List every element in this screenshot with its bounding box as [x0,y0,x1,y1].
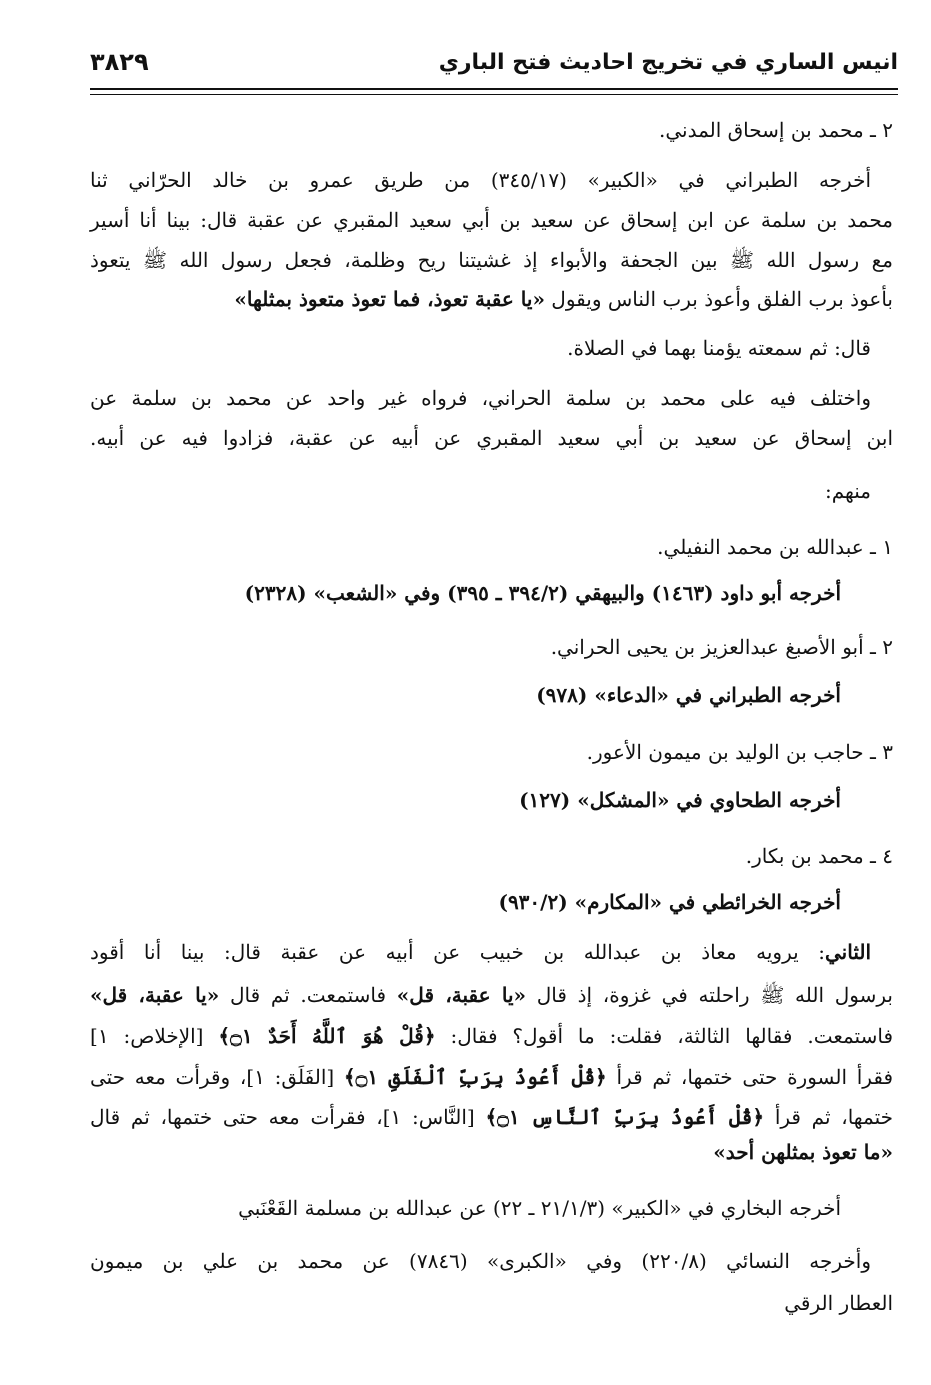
narrator-item: ٢ ـ أبو الأصبغ عبدالعزيز بن يحيى الحراني. [550,635,893,659]
hadith-quote: «يا عقبة، قل» [396,983,527,1007]
narrator-item: ١ ـ عبدالله بن محمد النفيلي. [657,535,893,559]
section-label: الثاني [824,940,871,964]
narrator-item: ٤ ـ محمد بن بكار. [745,844,893,868]
header-rule-thick [90,88,898,90]
verse-reference: [الإخلاص: ١] [90,1024,219,1048]
paragraph-line [90,1067,893,1087]
text-run: فاستمعت. فقالها الثالثة، فقلت: ما أقول؟ فقال: [435,1024,893,1048]
header-rule-thin [90,94,898,95]
paragraph-line: ابن إسحاق عن سعيد بن أبي سعيد المقبري عن أبيه عن عقبة، فزادوا فيه عن أبيه. [90,426,893,450]
list-intro: منهم: [824,479,871,503]
paragraph-line: واختلف فيه على محمد بن سلمة الحراني، فرواه غير واحد عن محمد بن سلمة عن [90,386,871,410]
paragraph-line: قال: ثم سمعته يؤمنا بهما في الصلاة. [567,336,871,360]
citation-line: أخرجه الطبراني في «الدعاء» (٩٧٨) [536,683,841,707]
citation-line: أخرجه البخاري في «الكبير» (٢١/١/٣ ـ ٢٢) عن عبدالله بن مسلمة القَعْنَبي [238,1196,841,1220]
paragraph-line: مع رسول الله ﷺ بين الجحفة والأبواء إذ غشيتنا ريح وظلمة، فجعل رسول الله ﷺ يتعوذ [90,248,893,272]
citation-line: أخرجه الطحاوي في «المشكل» (١٢٧) [519,788,841,812]
narrator-heading-2: ٢ ـ محمد بن إسحاق المدني. [658,118,893,142]
verse-reference: [الفَلَق: ١]، وقرأت معه حتى [90,1065,344,1089]
text-run: برسول الله ﷺ راحلته في غزوة، إذ قال [526,983,893,1007]
text-run: : يرويه معاذ بن عبدالله بن خبيب عن أبيه عن عقبة قال: بينا أنا أقود [90,940,825,964]
paragraph-line [90,1026,893,1046]
verse-reference: [النَّاس: ١]، فقرأت معه حتى ختمها، ثم قال [90,1105,486,1129]
hadith-quote: «ما تعوذ بمثلهن أحد» [713,1140,893,1164]
quran-verse: ﴿قُلْ أَعُوذُ بِرَبِّ ٱلنَّاسِ ۝١﴾ [485,1105,765,1129]
narrator-item: ٣ ـ حاجب بن الوليد بن ميمون الأعور. [586,740,893,764]
paragraph-line [90,1107,893,1127]
paragraph-line: وأخرجه النسائي (٢٢٠/٨) وفي «الكبرى» (٧٨٤٦) عن محمد بن علي بن ميمون [90,1249,871,1273]
text-run: فاستمعت. ثم قال [219,983,397,1007]
citation-line: أخرجه الخرائطي في «المكارم» (٩٣٠/٢) [498,890,841,914]
paragraph-line: العطار الرقي [784,1291,893,1315]
text-run: فقرأ السورة حتى ختمها، ثم قرأ [606,1065,894,1089]
page-number: ٣٨٢٩ [90,48,149,76]
text-run: ختمها، ثم قرأ [764,1105,893,1129]
page-header [90,46,898,82]
paragraph-line: محمد بن سلمة عن ابن إسحاق عن سعيد بن أبي سعيد المقبري عن عقبة قال: بينا أنا أسير [90,208,893,232]
paragraph-line [90,985,893,1005]
running-title: انيس الساري في تخريج احاديث فتح الباري [438,50,898,75]
text-run: بأعوذ برب الفلق وأعوذ برب الناس ويقول [544,287,893,311]
quran-verse: ﴿قُلْ أَعُوذُ بِرَبِّ ٱلْفَلَقِ ۝١﴾ [343,1065,607,1089]
hadith-quote: «يا عقبة، قل» [90,983,220,1007]
hadith-quote: «يا عقبة تعوذ، فما تعوذ متعوذ بمثلها» [234,287,545,311]
citation-line: أخرجه أبو داود (١٤٦٣) والبيهقي (٣٩٤/٢ ـ ٣٩٥) وفي «الشعب» (٢٣٢٨) [244,581,841,605]
quran-verse: ﴿قُلْ هُوَ ٱللَّهُ أَحَدٌ ۝١﴾ [218,1024,436,1048]
paragraph-line [90,942,871,962]
paragraph-line [90,289,893,309]
paragraph-line: أخرجه الطبراني في «الكبير» (٣٤٥/١٧) من طريق عمرو بن خالد الحرّاني ثنا [90,168,871,192]
